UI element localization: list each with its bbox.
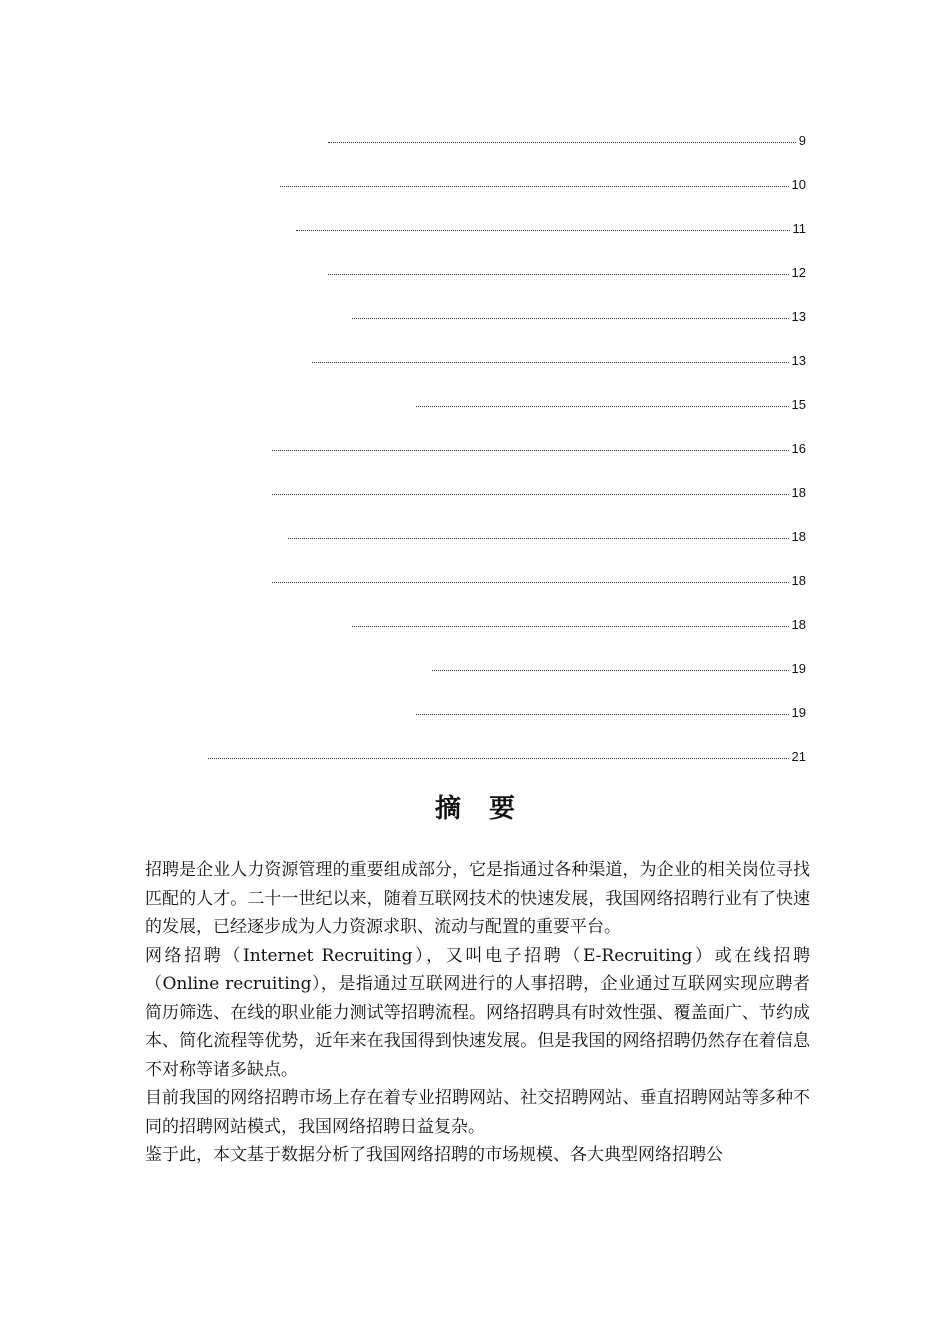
toc-page-number: 18 — [791, 485, 806, 500]
toc-leader — [312, 362, 789, 363]
toc-entry[interactable] — [328, 260, 806, 280]
toc-page-number: 12 — [791, 265, 806, 280]
toc-entry[interactable] — [280, 172, 806, 192]
toc-page-number: 18 — [791, 617, 806, 632]
toc-page-number: 13 — [791, 353, 806, 368]
toc-leader — [328, 274, 789, 275]
toc-leader — [288, 538, 789, 539]
toc-page-number: 11 — [792, 221, 806, 236]
toc-leader — [272, 450, 789, 451]
abstract-paragraph: 鉴于此，本文基于数据分析了我国网络招聘的市场规模、各大典型网络招聘公 — [145, 1145, 723, 1165]
toc-entry[interactable] — [416, 700, 806, 720]
toc-page-number: 19 — [791, 661, 806, 676]
toc-entry[interactable] — [352, 304, 806, 324]
toc-leader — [416, 406, 789, 407]
abstract-body — [145, 856, 810, 1170]
toc-entry[interactable] — [272, 436, 806, 456]
toc-page-number: 19 — [791, 705, 806, 720]
toc-leader — [296, 230, 790, 231]
toc-page-number: 18 — [791, 529, 806, 544]
toc-entry[interactable] — [296, 216, 806, 236]
toc-page-number: 10 — [791, 177, 806, 192]
toc-leader — [272, 582, 789, 583]
abstract-paragraph: 招聘是企业人力资源管理的重要组成部分，它是指通过各种渠道，为企业的相关岗位寻找匹配的人才。二十一世纪以来，随着互联网技术的快速发展，我国网络招聘行业有了快速的发展，已经逐步成为人力资源求职、流动与配置的重要平台。 — [145, 860, 810, 937]
toc-entry[interactable] — [272, 568, 806, 588]
toc-page-number: 13 — [791, 309, 806, 324]
abstract-paragraph: 网络招聘（Internet Recruiting），又叫电子招聘（E-Recruiting）或在线招聘（Online recruiting），是指通过互联网进行的人事招聘，企业通过互联网实现应聘者简历筛选、在线的职业能力测试等招聘流程。网络招聘具有时效性强、覆盖面广、节约成本、简化流程等优势，近年来在我国得到快速发展。但是我国的网络招聘仍然存在着信息不对称等诸多缺点。 — [145, 945, 810, 1080]
toc-entry[interactable] — [288, 524, 806, 544]
toc-page-number: 21 — [791, 749, 806, 764]
toc-leader — [272, 494, 789, 495]
toc-page-number: 18 — [791, 573, 806, 588]
toc-page-number: 9 — [798, 133, 806, 148]
toc-leader — [208, 758, 789, 759]
toc-leader — [432, 670, 789, 671]
toc-entry[interactable] — [432, 656, 806, 676]
toc-leader — [416, 714, 789, 715]
toc-page-number: 16 — [791, 441, 806, 456]
toc-entry[interactable] — [208, 744, 806, 764]
toc-leader — [352, 626, 789, 627]
abstract-title: 摘要 — [434, 794, 543, 824]
toc-leader — [328, 142, 796, 143]
toc-entry[interactable] — [416, 392, 806, 412]
toc-entry[interactable] — [272, 480, 806, 500]
toc-leader — [280, 186, 789, 187]
toc-leader — [352, 318, 789, 319]
abstract-paragraph: 目前我国的网络招聘市场上存在着专业招聘网站、社交招聘网站、垂直招聘网站等多种不同的招聘网站模式，我国网络招聘日益复杂。 — [145, 1088, 810, 1137]
toc-page-number: 15 — [791, 397, 806, 412]
toc-entry[interactable] — [312, 348, 806, 368]
toc-entry[interactable] — [328, 128, 806, 148]
toc-entry[interactable] — [352, 612, 806, 632]
